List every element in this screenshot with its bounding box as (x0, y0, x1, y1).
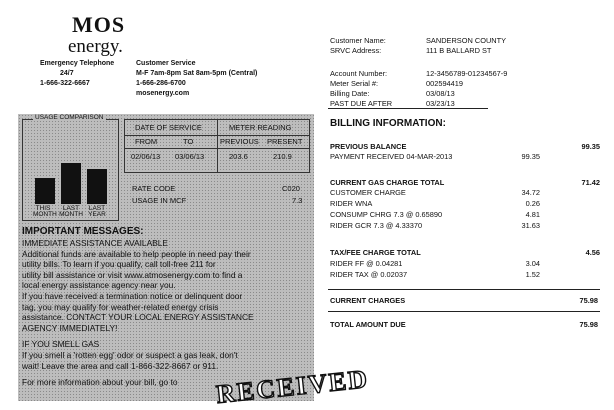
service-label: Customer Service (136, 60, 196, 67)
total-amount-due-label: TOTAL AMOUNT DUE (330, 320, 406, 329)
previous-balance-value: 99.35 (581, 142, 600, 151)
company-name-top: MOS (72, 12, 126, 37)
past-due-value: 03/23/13 (426, 99, 455, 108)
website: mosenergy.com (136, 90, 190, 97)
company-name-bottom: energy. (68, 36, 123, 57)
to-label: TO (183, 137, 194, 146)
emergency-phone: 1-666-322-6667 (40, 80, 90, 87)
service-table (124, 119, 310, 173)
previous-balance-label: PREVIOUS BALANCE (330, 142, 407, 151)
present-label: PRESENT (267, 137, 303, 146)
charge-item-value: 4.81 (525, 210, 540, 219)
charge-item-label: CUSTOMER CHARGE (330, 188, 406, 197)
message-line: If you smell a 'rotten egg' odor or suspect a gas leak, don't (22, 349, 238, 360)
meter-reading-header: METER READING (229, 123, 292, 132)
account-number-value: 12-3456789-01234567-9 (426, 69, 508, 78)
message-line: For more information about your bill, go to (22, 377, 178, 388)
previous-label: PREVIOUS (220, 137, 259, 146)
message-line: IF YOU SMELL GAS (22, 339, 100, 350)
customer-name-value: SANDERSON COUNTY (426, 36, 507, 45)
charge-item-value: 34.72 (521, 188, 540, 197)
usage-bar (87, 169, 107, 204)
message-line: utility bill assistance or visit www.atmosenergy.com to find a (22, 269, 243, 280)
tax-item-value: 1.52 (525, 270, 540, 279)
rate-code-value: C020 (282, 184, 300, 193)
message-line: tag, you may qualify for weather-related energy crisis (22, 301, 219, 312)
service-address-label: SRVC Address: (330, 46, 382, 55)
current-gas-charge-value: 71.42 (581, 178, 600, 187)
current-charges-value: 75.98 (579, 296, 598, 305)
message-line: assistance. CONTACT YOUR LOCAL ENERGY ASSISTANCE (22, 312, 254, 323)
meter-serial-value: 002594419 (426, 79, 463, 88)
customer-name-label: Customer Name: (330, 36, 386, 45)
usage-comparison-box (22, 114, 119, 221)
message-line: local energy assistance agency near you. (22, 280, 176, 291)
usage-label: USAGE IN MCF (132, 196, 187, 205)
message-line: wait! Leave the area and call 1-866-322-8667 or 911. (22, 360, 219, 371)
rate-code-label: RATE CODE (132, 184, 176, 193)
current-charges-label: CURRENT CHARGES (330, 296, 406, 305)
from-value: 02/06/13 (131, 152, 161, 161)
message-line: If you have received a termination notice or delinquent door (22, 290, 243, 301)
account-number-label: Account Number: (330, 69, 388, 78)
payment-received-label: PAYMENT RECEIVED 04-MAR-2013 (330, 152, 453, 161)
charge-item-label: RIDER GCR 7.3 @ 4.33370 (330, 221, 423, 230)
previous-value: 203.6 (229, 152, 248, 161)
billing-date-value: 03/08/13 (426, 89, 455, 98)
billing-info-title: BILLING INFORMATION: (330, 118, 446, 129)
meter-serial-label: Meter Serial #: (330, 79, 379, 88)
date-of-service-header: DATE OF SERVICE (135, 123, 202, 132)
messages-body (22, 238, 312, 388)
usage-bar (35, 178, 55, 204)
message-line: Additional funds are available to help people in need pay their (22, 248, 251, 259)
bar-label-last-year: LAST YEAR (88, 205, 106, 218)
usage-bar (61, 163, 81, 204)
important-messages-title: IMPORTANT MESSAGES: (22, 226, 144, 237)
received-stamp: RECEIVED (214, 364, 371, 409)
charge-item-value: 31.63 (521, 221, 540, 230)
message-line: AGENCY IMMEDIATELY! (22, 322, 118, 333)
billing-date-label: Billing Date: (330, 89, 370, 98)
message-line: IMMEDIATE ASSISTANCE AVAILABLE (22, 238, 168, 248)
to-value: 03/06/13 (175, 152, 205, 161)
tax-fee-total-label: TAX/FEE CHARGE TOTAL (330, 248, 421, 257)
bar-label-last-month: LAST MONTH (59, 205, 83, 218)
charge-item-label: CONSUMP CHRG 7.3 @ 0.65890 (330, 210, 443, 219)
service-hours: M-F 7am-8pm Sat 8am-5pm (Central) (136, 70, 258, 77)
from-label: FROM (135, 137, 158, 146)
charge-item-value: 0.26 (525, 199, 540, 208)
message-line: utility bills. To learn if you qualify, call toll-free 211 for (22, 259, 216, 270)
tax-item-value: 3.04 (525, 259, 540, 268)
emergency-label: Emergency Telephone (40, 60, 115, 67)
tax-fee-total-value: 4.56 (585, 248, 600, 257)
payment-received-value: 99.35 (521, 152, 540, 161)
charge-item-label: RIDER WNA (330, 199, 373, 208)
tax-item-label: RIDER FF @ 0.04281 (330, 259, 403, 268)
past-due-label: PAST DUE AFTER (330, 99, 393, 108)
usage-value: 7.3 (292, 196, 303, 205)
tax-item-label: RIDER TAX @ 0.02037 (330, 270, 408, 279)
service-address-value: 111 B BALLARD ST (426, 46, 492, 55)
usage-comparison-title: USAGE COMPARISON (35, 114, 104, 121)
current-gas-charge-label: CURRENT GAS CHARGE TOTAL (330, 178, 445, 187)
service-phone: 1-666-286-6700 (136, 80, 186, 87)
bar-label-this-month: THIS MONTH (33, 205, 57, 218)
present-value: 210.9 (273, 152, 292, 161)
emergency-hours: 24/7 (60, 70, 74, 77)
total-amount-due-value: 75.98 (579, 320, 598, 329)
